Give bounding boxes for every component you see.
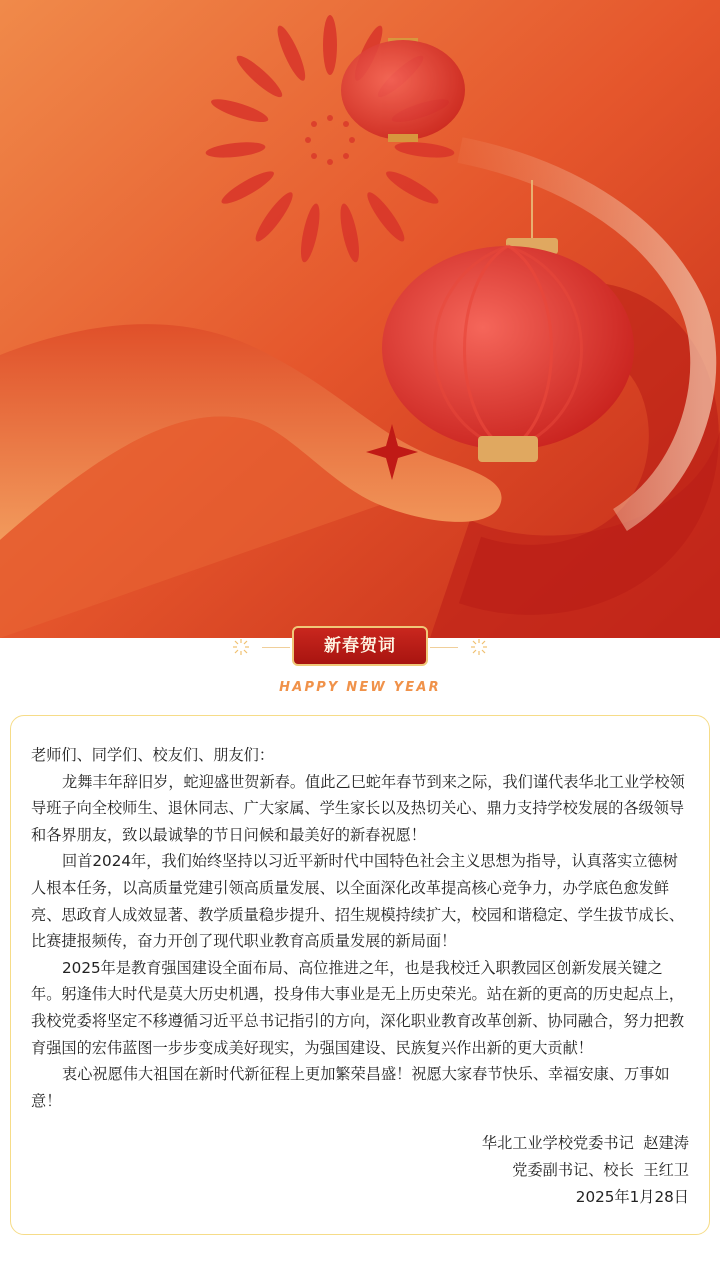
section-title-row — [0, 626, 720, 672]
page-title: 新春贺词 — [292, 626, 428, 666]
signature-line: 党委副书记、校长 王红卫 — [512, 1161, 689, 1179]
title-divider-left — [262, 647, 290, 648]
letter-greeting: 老师们、同学们、校友们、朋友们： — [31, 746, 274, 764]
letter-body — [31, 742, 689, 1114]
sparkle-burst-icon — [470, 638, 488, 656]
title-divider-right — [430, 647, 458, 648]
sparkle-burst-icon — [232, 638, 250, 656]
letter-paragraph: 龙舞丰年辞旧岁，蛇迎盛世贺新春。值此乙巳蛇年春节到来之际，我们谨代表华北工业学校领导班子向全校师生、退休同志、广大家属、学生家长以及热切关心、鼎力支持学校发展的各级领导和各界朋友，致以最诚挚的节日问候和最美好的新春祝愿！ — [31, 772, 685, 844]
page-subtitle: HAPPY NEW YEAR — [279, 680, 441, 695]
signature-line: 华北工业学校党委书记 赵建涛 — [481, 1134, 689, 1152]
signature-date: 2025年1月28日 — [575, 1188, 689, 1206]
letter-signature — [31, 1130, 689, 1211]
letter-paragraph: 衷心祝愿伟大祖国在新时代新征程上更加繁荣昌盛！祝愿大家春节快乐、幸福安康、万事如意！ — [31, 1065, 670, 1110]
letter-paragraph: 2025年是教育强国建设全面布局、高位推进之年，也是我校迁入职教园区创新发展关键之年。躬逢伟大时代是莫大历史机遇，投身伟大事业是无上历史荣光。站在新的更高的历史起点上，我校党委将坚定不移遵循习近平总书记指引的方向，深化职业教育改革创新、协同融合，努力把教育强国的宏伟蓝图一步步变成美好现实，为强国建设、民族复兴作出新的更大贡献！ — [31, 958, 685, 1057]
letter-paragraph: 回首2024年，我们始终坚持以习近平新时代中国特色社会主义思想为指导，认真落实立德树人根本任务，以高质量党建引领高质量发展、以全面深化改革提高核心竞争力，办学底色愈发鲜亮、思政育人成效显著、教学质量稳步提升、招生规模持续扩大，校园和谐稳定、学生拔节成长、比赛捷报频传，奋力开创了现代职业教育高质量发展的新局面！ — [31, 852, 685, 951]
